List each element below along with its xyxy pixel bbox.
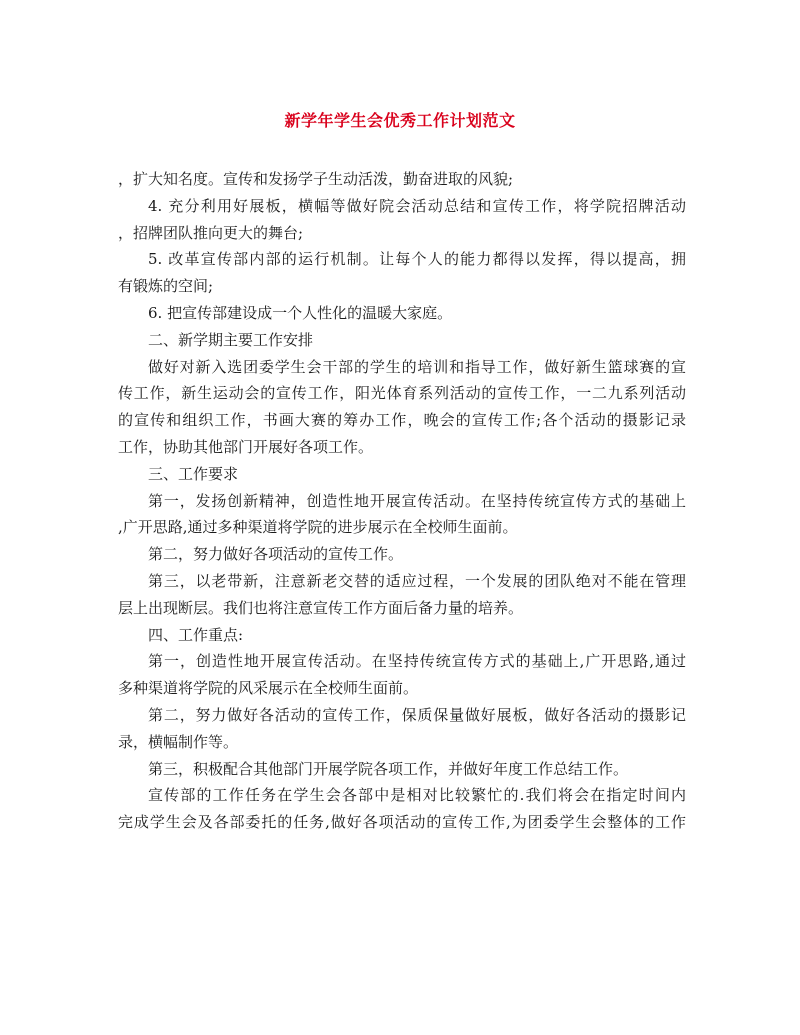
text-line: 层上出现断层。我们也将注意宣传工作方面后备力量的培养。	[118, 598, 524, 617]
text-line: 工作，协助其他部门开展好各项工作。	[118, 437, 374, 456]
text-line: 第三，以老带新，注意新老交替的适应过程，一个发展的团队绝对不能在管理	[148, 571, 686, 590]
text-line: 三、工作要求	[148, 464, 239, 483]
text-line: 完成学生会及各部委托的任务,做好各项活动的宣传工作,为团委学生会整体的工作	[118, 813, 686, 832]
text-line: 6. 把宣传部建设成一个人性化的温暖大家庭。	[148, 303, 453, 322]
text-line: 第二，努力做好各项活动的宣传工作。	[148, 545, 404, 564]
text-line: 的宣传和组织工作，书画大赛的筹办工作，晚会的宣传工作;各个活动的摄影记录	[118, 411, 686, 430]
text-line: 第一，发扬创新精神，创造性地开展宣传活动。在坚持传统宣传方式的基础上	[148, 491, 686, 510]
text-line: 四、工作重点:	[148, 625, 244, 644]
text-line: 第一，创造性地开展宣传活动。在坚持传统宣传方式的基础上,广开思路,通过	[148, 652, 686, 671]
text-line: 第三，积极配合其他部门开展学院各项工作，并做好年度工作总结工作。	[148, 759, 629, 778]
text-line: 5. 改革宣传部内部的运行机制。让每个人的能力都得以发挥，得以提高，拥	[148, 250, 686, 269]
text-line: ，扩大知名度。宣传和发扬学子生动活泼，勤奋进取的风貌;	[118, 170, 514, 188]
text-line: 4. 充分利用好展板，横幅等做好院会活动总结和宣传工作，将学院招牌活动	[148, 196, 686, 215]
text-line: 做好对新入选团委学生会干部的学生的培训和指导工作，做好新生篮球赛的宣	[148, 357, 686, 376]
text-line: 宣传部的工作任务在学生会各部中是相对比较繁忙的.我们将会在指定时间内	[148, 786, 686, 805]
text-line: 录，横幅制作等。	[118, 732, 239, 751]
document-title: 新学年学生会优秀工作计划范文	[284, 111, 516, 130]
text-line: 传工作，新生运动会的宣传工作，阳光体育系列活动的宣传工作，一二九系列活动	[118, 384, 686, 403]
text-line: 有锻炼的空间;	[118, 277, 214, 296]
text-line: 多种渠道将学院的风采展示在全校师生面前。	[118, 679, 419, 698]
text-line: ,广开思路,通过多种渠道将学院的进步展示在全校师生面前。	[118, 518, 518, 537]
text-line: 二、新学期主要工作安排	[148, 330, 314, 349]
document-body	[118, 166, 686, 836]
text-line: ，招牌团队推向更大的舞台;	[118, 223, 304, 242]
text-line: 第二，努力做好各活动的宣传工作，保质保量做好展板，做好各活动的摄影记	[148, 705, 686, 724]
